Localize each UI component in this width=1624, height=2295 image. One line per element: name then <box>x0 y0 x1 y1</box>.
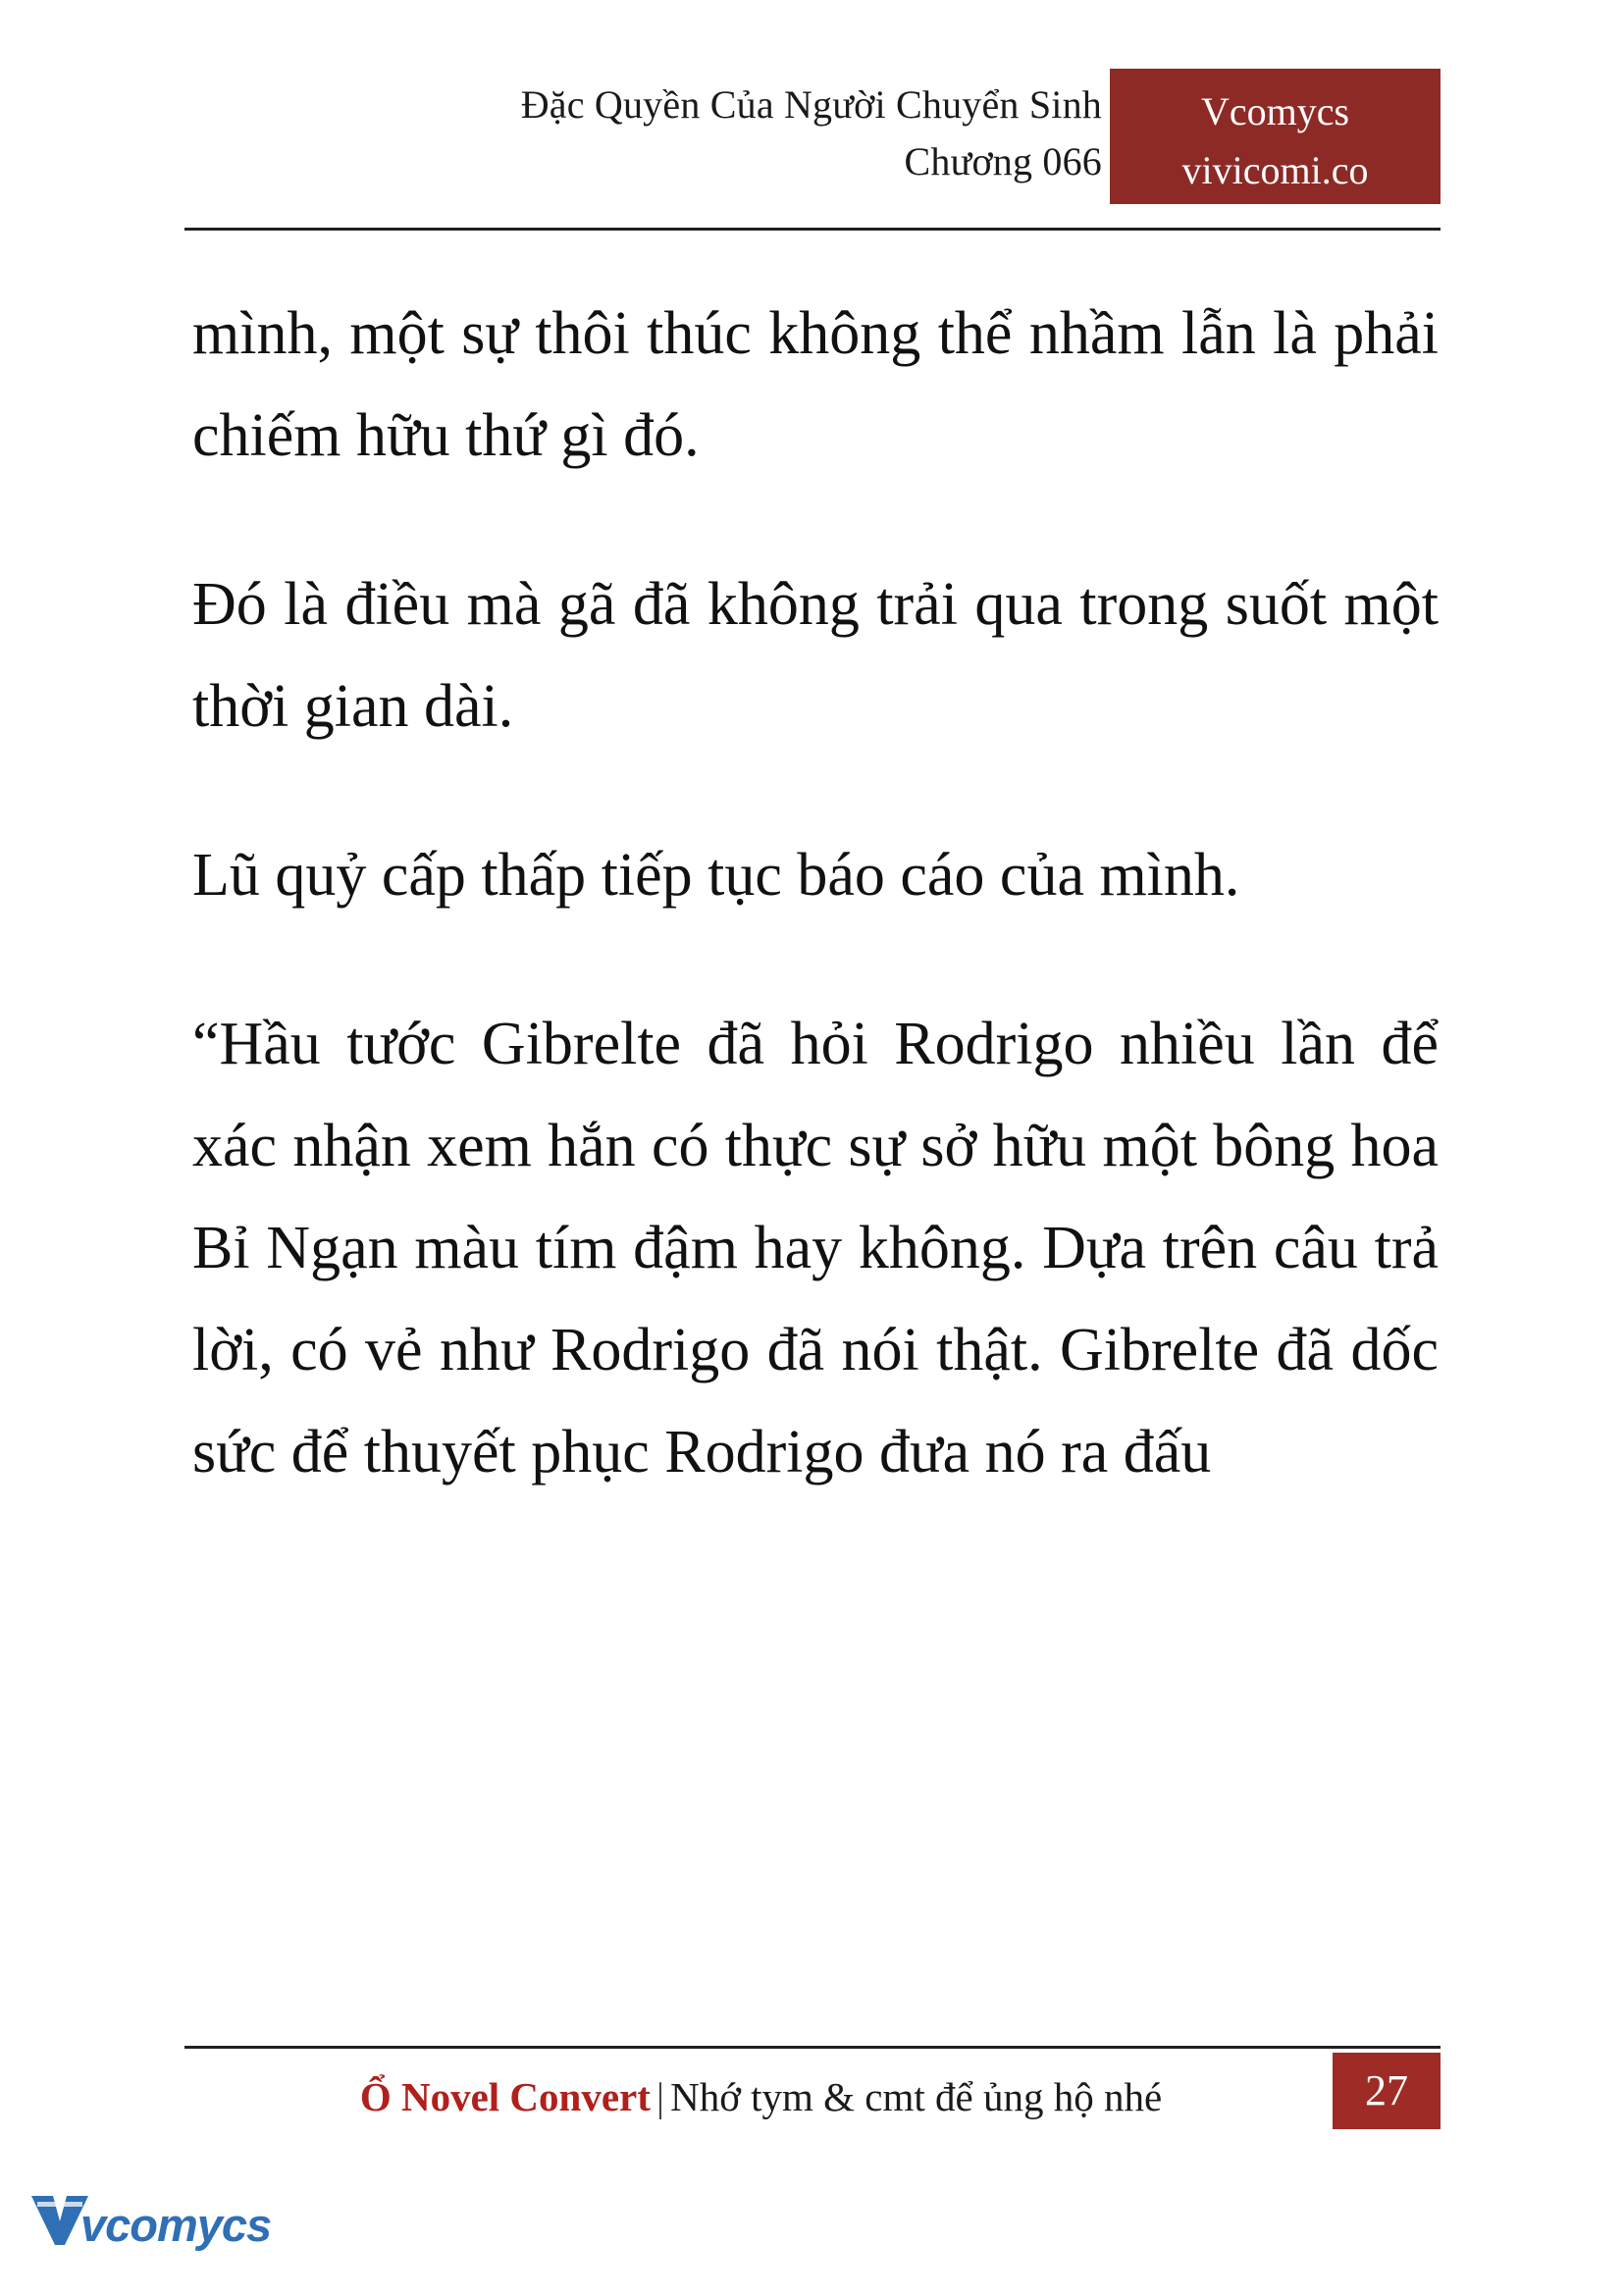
paragraph: “Hầu tước Gibrelte đã hỏi Rodrigo nhiều lần để xác nhận xem hắn có thực sự sở hữu một bông hoa Bỉ Ngạn màu tím đậm hay không. Dựa trên câu trả lời, có vẻ như Rodrigo đã nói thật. Gibrelte đã dốc sức để thuyết phục Rodrigo đưa nó ra đấu <box>192 1011 1439 1486</box>
paragraph: mình, một sự thôi thúc không thể nhầm lẫn là phải chiếm hữu thứ gì đó. <box>192 300 1439 469</box>
footer-note: Nhớ tym & cmt để ủng hộ nhé <box>670 2074 1163 2119</box>
header-title-line2: Chương 066 <box>904 139 1102 183</box>
footer-divider <box>184 2046 1441 2049</box>
footer-brand: Ổ Novel Convert <box>359 2074 651 2119</box>
site-badge-name: Vcomycs <box>1200 89 1350 133</box>
watermark-logo <box>29 2190 272 2269</box>
footer-separator: | <box>655 2074 665 2119</box>
paragraph: Lũ quỷ cấp thấp tiếp tục báo cáo của mình. <box>192 842 1240 909</box>
header-title <box>219 77 1102 190</box>
footer-credit <box>184 2066 1337 2127</box>
watermark-text: vcomycs <box>80 2199 272 2251</box>
page-number: 27 <box>1333 2053 1441 2129</box>
header-divider <box>184 228 1441 231</box>
header-title-line1: Đặc Quyền Của Người Chuyển Sinh <box>520 82 1102 127</box>
page-header <box>184 77 1441 224</box>
site-badge-url: vivicomi.co <box>1181 148 1369 192</box>
page-footer <box>184 2059 1441 2135</box>
site-badge <box>1110 69 1441 204</box>
paragraph: Đó là điều mà gã đã không trải qua trong suốt một thời gian dài. <box>192 571 1439 740</box>
page-content <box>192 283 1439 1503</box>
